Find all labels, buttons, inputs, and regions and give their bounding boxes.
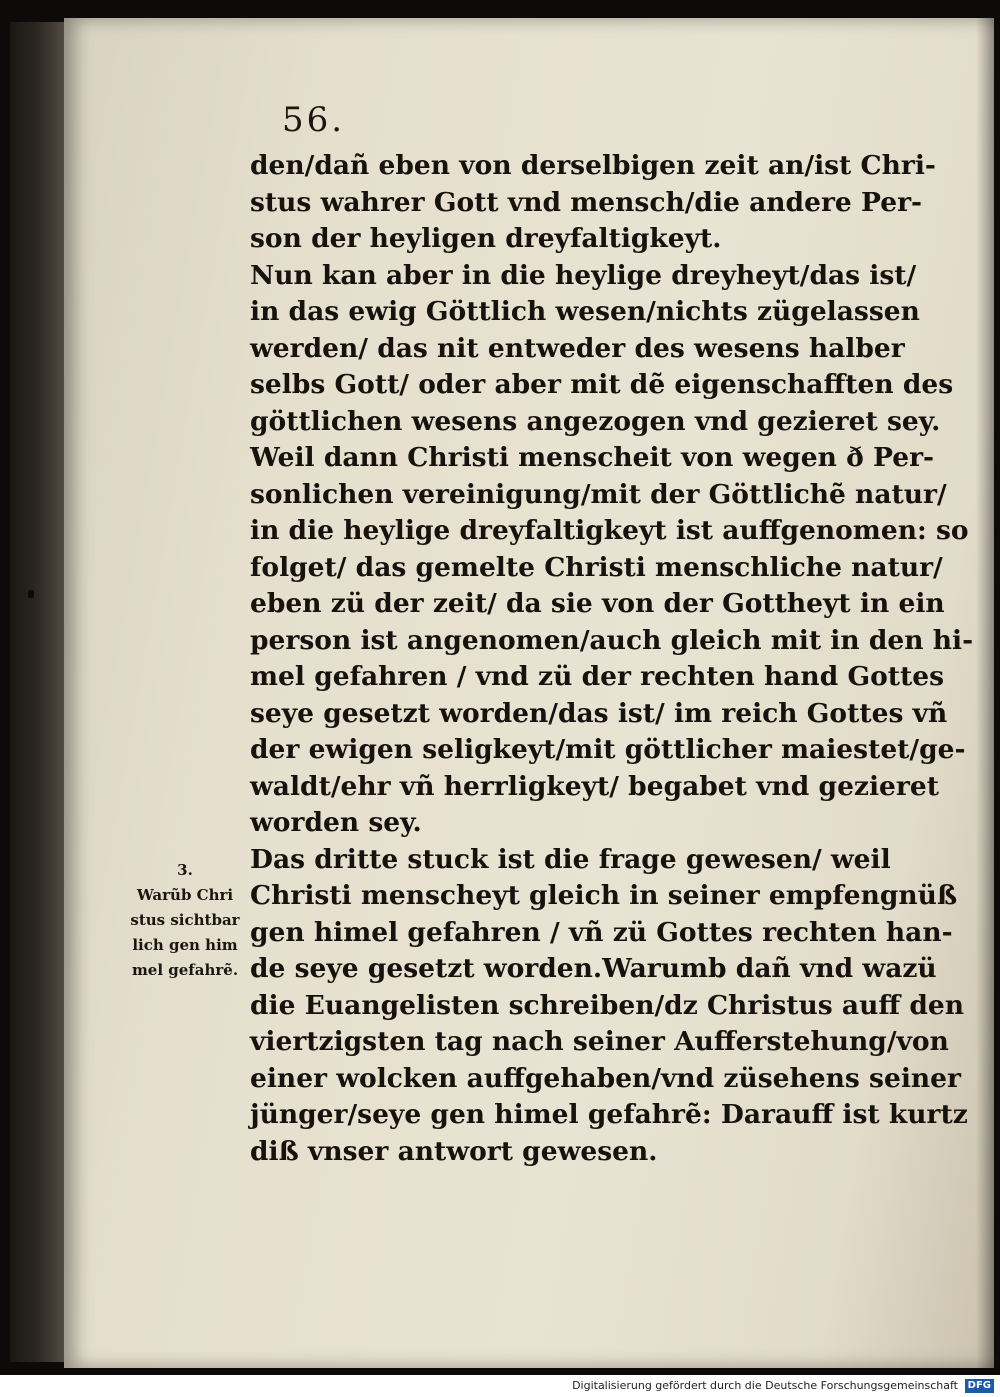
text-line: den/dañ eben von derselbigen zeit an/ist Chri- [250,150,936,181]
text-line: worden sey. [250,807,422,838]
margin-note-line: lich gen him [132,936,238,954]
text-line: gen himel gefahren / vñ zü Gottes rechten han- [250,916,953,948]
text-line: Das dritte stuck ist die frage gewesen/ weil [250,843,891,875]
text-line: in die heylige dreyfaltigkeyt ist auffgenomen: so [250,515,969,546]
text-line: son der heyligen dreyfaltigkeyt. [250,223,722,254]
text-line: diß vnser antwort gewesen. [250,1135,658,1167]
text-line: seye gesetzt worden/das ist/ im reich Gottes vñ [250,697,948,729]
page-gutter-shadow [976,18,994,1368]
text-line: der ewigen seligkeyt/mit göttlicher maiestet/ge- [250,734,966,765]
text-line: waldt/ehr vñ herrligkeyt/ begabet vnd gezieret [250,770,939,802]
text-line: viertzigsten tag nach seiner Aufferstehung/von [250,1026,949,1057]
text-line: folget/ das gemelte Christi menschliche natur/ [250,551,943,583]
text-line: eben zü der zeit/ da sie von der Gottheyt in ein [250,588,945,619]
text-line: de seye gesetzt worden.Warumb dañ vnd wazü [250,953,937,984]
margin-note-line: stus sichtbar [130,911,240,929]
text-line: werden/ das nit entweder des wesens halber [250,332,905,364]
page-number: 56. [282,100,346,140]
page-body-text [250,148,974,1170]
text-line: einer wolcken auffgehaben/vnd züsehens seiner [250,1062,961,1094]
digitization-footer [0,1376,1000,1397]
text-line: selbs Gott/ oder aber mit dẽ eigenschafften des [250,369,954,400]
text-line: jünger/seye gen himel gefahrẽ: Darauff ist kurtz [250,1099,968,1130]
text-line: die Euangelisten schreiben/dz Christus auff den [250,989,964,1021]
margin-note-line: 3. [177,861,193,879]
dfg-logo: DFG [965,1379,994,1393]
text-line: Christi menscheyt gleich in seiner empfengnüß [250,880,958,911]
text-line: stus wahrer Gott vnd mensch/die andere Per- [250,186,923,218]
text-line: göttlichen wesens angezogen vnd gezieret sey. [250,405,941,437]
text-line: Nun kan aber in die heylige dreyheyt/das ist/ [250,259,917,291]
footer-credit: Digitalisierung gefördert durch die Deutsche Forschungsgemeinschaft [572,1379,958,1392]
margin-note [125,858,245,983]
margin-ink-mark [28,590,34,598]
margin-note-line: mel gefahrẽ. [131,961,239,979]
text-line: Weil dann Christi menscheit von wegen ð Per- [250,442,935,473]
margin-note-line: Warũb Chri [136,886,234,904]
text-line: person ist angenomen/auch gleich mit in den hi- [250,624,974,656]
text-line: sonlichen vereinigung/mit der Göttlichẽ natur/ [250,478,947,510]
text-line: in das ewig Göttlich wesen/nichts zügelassen [250,296,920,327]
text-line: mel gefahren / vnd zü der rechten hand Gottes [250,661,945,692]
